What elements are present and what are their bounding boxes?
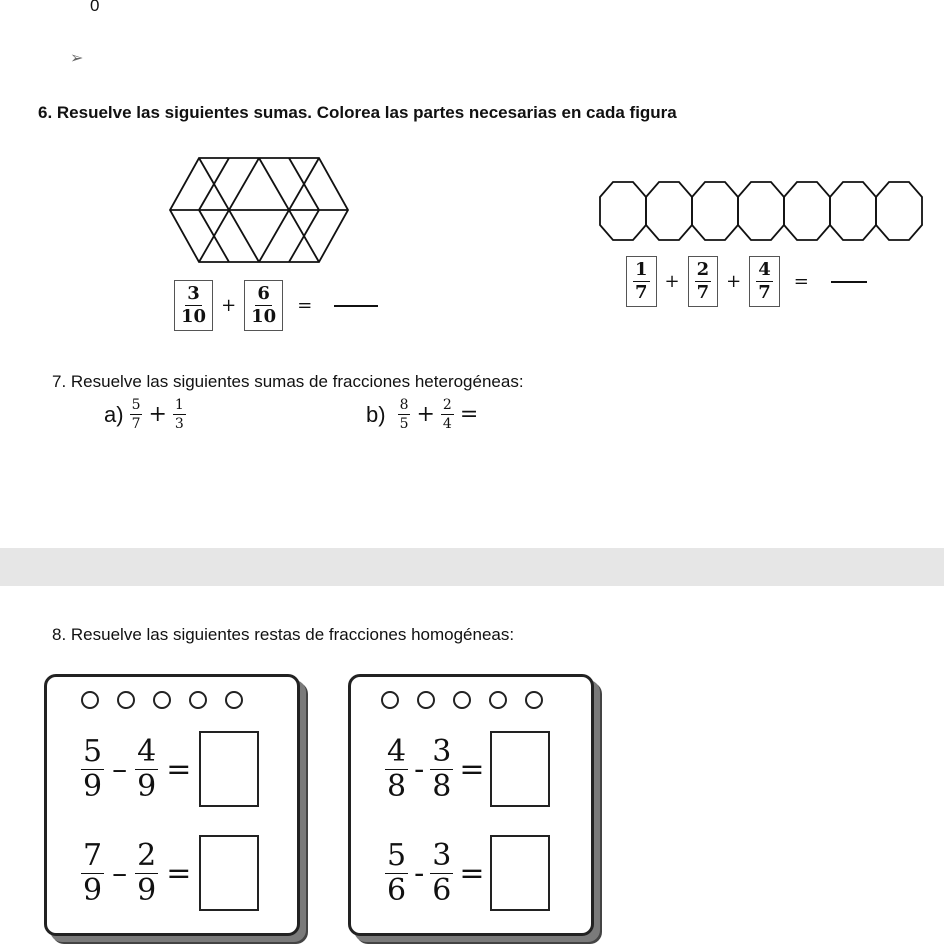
denominator: 4 — [442, 416, 452, 432]
q6-right-equation — [626, 256, 867, 307]
q6-title: 6. Resuelve las siguientes sumas. Colorea las partes necesarias en cada figura — [38, 103, 677, 122]
denominator: 9 — [83, 768, 103, 804]
octagon-shape[interactable] — [600, 182, 646, 240]
numerator: 2 — [137, 837, 157, 873]
q8-title: 8. Resuelve las siguientes restas de fracciones homogéneas: — [52, 625, 515, 644]
plus-sign: + — [726, 271, 742, 292]
equals-sign: = — [166, 855, 192, 891]
answer-box[interactable] — [490, 835, 550, 911]
numerator: 5 — [131, 397, 141, 413]
answer-blank[interactable] — [831, 281, 867, 283]
fraction — [385, 837, 408, 908]
numerator: 3 — [432, 837, 452, 873]
fraction — [135, 733, 158, 804]
ring-hole-icon — [153, 691, 171, 709]
fraction-box — [244, 280, 283, 331]
fragment-zero: 0 — [90, 0, 100, 15]
equals-sign: = — [297, 295, 313, 316]
equals-sign: = — [459, 751, 485, 787]
fraction — [430, 837, 453, 908]
fraction — [81, 733, 104, 804]
denominator: 7 — [758, 282, 771, 303]
fraction-box — [749, 256, 780, 307]
denominator: 8 — [432, 768, 452, 804]
numerator: 2 — [442, 397, 452, 413]
equals-sign: = — [459, 855, 485, 891]
q7-a — [104, 398, 186, 431]
page-separator — [0, 548, 944, 586]
denominator: 3 — [174, 416, 184, 432]
ring-hole-icon — [225, 691, 243, 709]
fraction — [430, 733, 453, 804]
numerator: 8 — [399, 397, 409, 413]
equals-sign: = — [166, 751, 192, 787]
fraction — [81, 837, 104, 908]
octagon-shape[interactable] — [692, 182, 738, 240]
denominator: 5 — [399, 416, 409, 432]
numerator: 4 — [387, 733, 407, 769]
denominator: 6 — [387, 872, 407, 908]
denominator: 9 — [83, 872, 103, 908]
arrow-bullet-icon: ➢ — [70, 50, 84, 67]
denominator: 9 — [137, 872, 157, 908]
minus-sign: – — [112, 751, 128, 787]
minus-sign: - — [414, 855, 425, 891]
subtraction-row — [81, 731, 259, 807]
ring-hole-icon — [489, 691, 507, 709]
subtraction-row — [81, 835, 259, 911]
fraction — [398, 398, 411, 431]
answer-box[interactable] — [199, 731, 259, 807]
fraction — [130, 398, 143, 431]
ring-hole-icon — [117, 691, 135, 709]
ring-hole-icon — [189, 691, 207, 709]
octagon-shape[interactable] — [646, 182, 692, 240]
numerator: 1 — [174, 397, 184, 413]
item-label: a) — [104, 401, 124, 427]
subtraction-row — [385, 731, 550, 807]
octagon-shape[interactable] — [738, 182, 784, 240]
fraction — [441, 398, 454, 431]
fraction — [385, 733, 408, 804]
answer-box[interactable] — [490, 731, 550, 807]
numerator: 1 — [635, 259, 648, 280]
notepad-card-1 — [44, 674, 300, 936]
fraction-box — [626, 256, 657, 307]
hexagon-triangles-figure[interactable] — [166, 154, 352, 266]
binder-holes — [381, 691, 543, 709]
numerator: 4 — [758, 259, 771, 280]
denominator: 6 — [432, 872, 452, 908]
item-label: b) — [366, 401, 386, 427]
numerator: 3 — [432, 733, 452, 769]
minus-sign: - — [414, 751, 425, 787]
octagon-chain-figure[interactable] — [598, 180, 924, 242]
equals-sign: = — [793, 271, 809, 292]
numerator: 5 — [83, 733, 103, 769]
fraction — [135, 837, 158, 908]
ring-hole-icon — [81, 691, 99, 709]
answer-box[interactable] — [199, 835, 259, 911]
numerator: 2 — [696, 259, 710, 280]
ring-hole-icon — [381, 691, 399, 709]
fraction-box — [174, 280, 213, 331]
plus-sign: + — [416, 402, 435, 427]
denominator: 7 — [131, 416, 141, 432]
denominator: 10 — [251, 306, 277, 327]
plus-sign: + — [148, 402, 167, 427]
ring-hole-icon — [525, 691, 543, 709]
notepad-card-2 — [348, 674, 594, 936]
denominator: 8 — [387, 768, 407, 804]
octagon-shape[interactable] — [784, 182, 830, 240]
subtraction-row — [385, 835, 550, 911]
minus-sign: – — [112, 855, 128, 891]
numerator: 5 — [387, 837, 407, 873]
plus-sign: + — [664, 271, 680, 292]
octagon-shape[interactable] — [830, 182, 876, 240]
binder-holes — [81, 691, 243, 709]
octagon-shape[interactable] — [876, 182, 922, 240]
numerator: 4 — [137, 733, 157, 769]
denominator: 7 — [635, 282, 648, 303]
numerator: 7 — [83, 837, 103, 873]
q7-b — [366, 398, 478, 431]
fraction-box — [688, 256, 719, 307]
plus-sign: + — [221, 295, 237, 316]
denominator: 10 — [181, 306, 207, 327]
denominator: 9 — [137, 768, 157, 804]
ring-hole-icon — [417, 691, 435, 709]
ring-hole-icon — [453, 691, 471, 709]
answer-blank[interactable] — [334, 305, 378, 307]
equals-sign: = — [459, 402, 479, 427]
q7-title: 7. Resuelve las siguientes sumas de fracciones heterogéneas: — [52, 372, 524, 391]
fraction — [173, 398, 186, 431]
numerator: 6 — [257, 283, 270, 304]
q6-left-equation — [174, 280, 378, 331]
numerator: 3 — [187, 283, 200, 304]
denominator: 7 — [696, 282, 710, 303]
